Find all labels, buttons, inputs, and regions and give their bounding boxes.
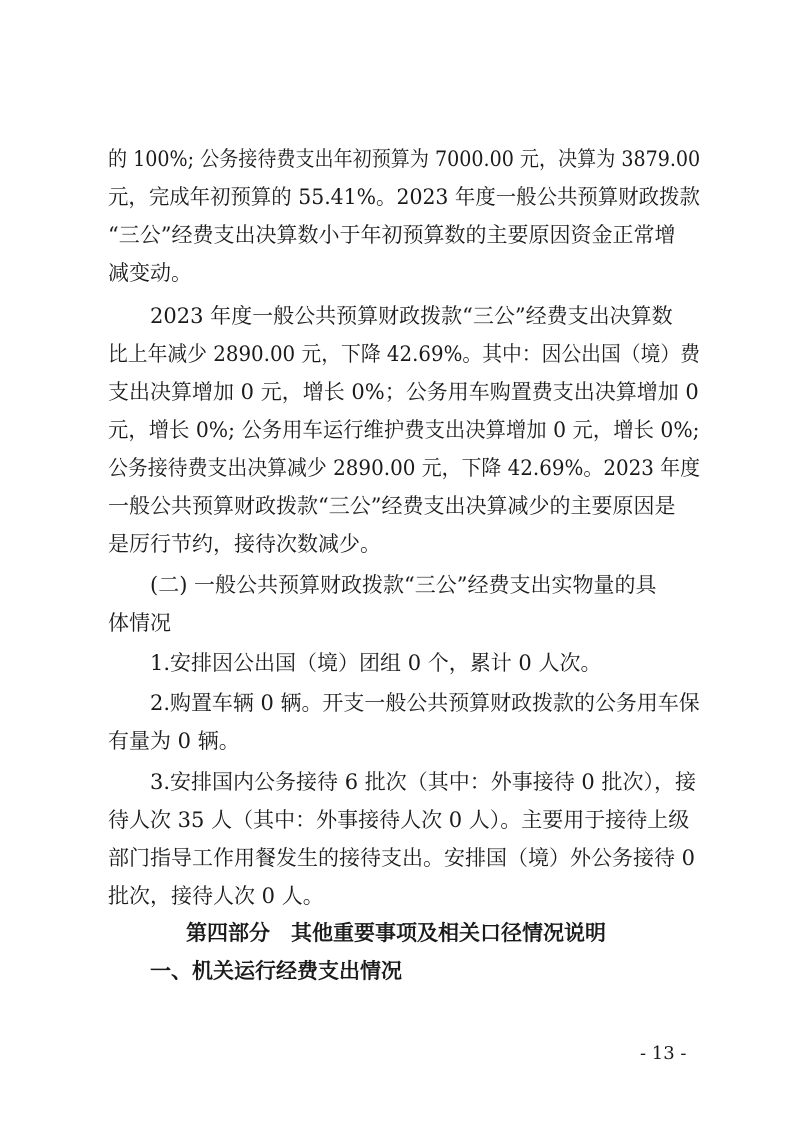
body-line-2: 元，完成年初预算的 55.41%。2023 年度一般公共预算财政拨款 [108, 185, 700, 209]
item-3-line-3: 部门指导工作用餐发生的接待支出。安排国（境）外公务接待 0 [108, 846, 696, 870]
section-heading: 一、机关运行经费支出情况 [150, 959, 402, 983]
page-number: - 13 - [640, 1043, 687, 1064]
body-line-6: 比上年减少 2890.00 元，下降 42.69%。其中：因公出国（境）费 [108, 342, 700, 366]
item-3-line-2: 待人次 35 人（其中：外事接待人次 0 人）。主要用于接待上级 [108, 808, 690, 832]
body-line-11: 是厉行节约，接待次数减少。 [108, 532, 381, 556]
part-heading: 第四部分 其他重要事项及相关口径情况说明 [186, 921, 606, 945]
body-line-9: 公务接待费支出决算减少 2890.00 元，下降 42.69%。2023 年度 [108, 456, 701, 480]
item-3-line-4: 批次，接待人次 0 人。 [108, 884, 324, 908]
body-line-10: 一般公共预算财政拨款“三公”经费支出决算减少的主要原因是 [108, 494, 676, 518]
body-line-1: 的 100%; 公务接待费支出年初预算为 7000.00 元，决算为 3879.00 [108, 147, 701, 171]
body-line-3: “三公”经费支出决算数小于年初预算数的主要原因资金正常增 [108, 223, 676, 247]
subsection-line-2: 体情况 [108, 611, 171, 635]
item-2-line-1: 2.购置车辆 0 辆。开支一般公共预算财政拨款的公务用车保 [150, 691, 700, 715]
item-1-line: 1.安排因公出国（境）团组 0 个，累计 0 人次。 [150, 651, 602, 675]
body-line-7: 支出决算增加 0 元，增长 0%；公务用车购置费支出决算增加 0 [108, 380, 699, 404]
body-line-8: 元，增长 0%; 公务用车运行维护费支出决算增加 0 元，增长 0%; [108, 418, 700, 442]
body-line-4: 减变动。 [108, 261, 192, 285]
item-2-line-2: 有量为 0 辆。 [108, 729, 240, 753]
subsection-line-1: (二) 一般公共预算财政拨款“三公”经费支出实物量的具 [150, 573, 657, 597]
body-line-5: 2023 年度一般公共预算财政拨款“三公”经费支出决算数 [150, 304, 673, 328]
item-3-line-1: 3.安排国内公务接待 6 批次（其中：外事接待 0 批次），接 [150, 770, 696, 794]
